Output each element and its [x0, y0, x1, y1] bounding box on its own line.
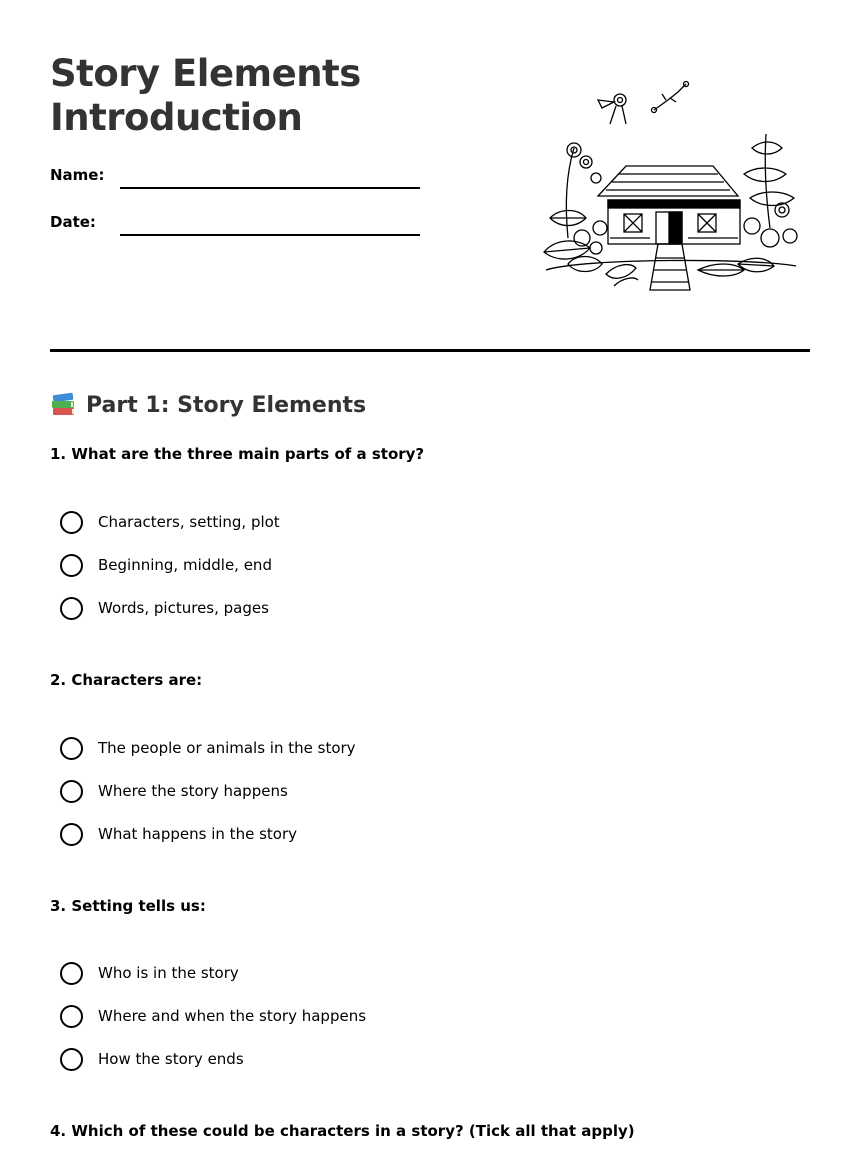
- radio-button[interactable]: [60, 1005, 83, 1028]
- option-label: The people or animals in the story: [98, 739, 356, 757]
- question-2: 2. Characters are:: [50, 671, 203, 689]
- option-label: Who is in the story: [98, 964, 239, 982]
- q2-option-a[interactable]: [60, 735, 356, 761]
- name-label: Name:: [50, 166, 105, 184]
- option-label: Where the story happens: [98, 782, 288, 800]
- title-line-1: Story Elements: [50, 52, 361, 95]
- option-label: How the story ends: [98, 1050, 244, 1068]
- option-label: What happens in the story: [98, 825, 297, 843]
- radio-button[interactable]: [60, 511, 83, 534]
- q3-option-a[interactable]: [60, 960, 239, 986]
- radio-button[interactable]: [60, 1048, 83, 1071]
- radio-button[interactable]: [60, 554, 83, 577]
- q3-option-b[interactable]: [60, 1003, 366, 1029]
- butterfly-icon: [598, 94, 626, 124]
- question-3: 3. Setting tells us:: [50, 897, 206, 915]
- q1-option-c[interactable]: [60, 595, 269, 621]
- q2-option-b[interactable]: [60, 778, 288, 804]
- option-label: Characters, setting, plot: [98, 513, 280, 531]
- section-heading: [50, 390, 366, 420]
- q2-option-c[interactable]: [60, 821, 297, 847]
- date-write-line[interactable]: [120, 234, 420, 236]
- option-label: Where and when the story happens: [98, 1007, 367, 1025]
- q3-option-c[interactable]: [60, 1046, 244, 1072]
- q1-option-a[interactable]: [60, 509, 280, 535]
- radio-button[interactable]: [60, 823, 83, 846]
- radio-button[interactable]: [60, 737, 83, 760]
- name-write-line[interactable]: [120, 187, 420, 189]
- page-title: [50, 52, 490, 140]
- q1-option-b[interactable]: [60, 552, 272, 578]
- house-illustration: [538, 78, 804, 296]
- title-line-2: Introduction: [50, 96, 303, 139]
- radio-button[interactable]: [60, 597, 83, 620]
- section-title: Part 1: Story Elements: [86, 392, 367, 418]
- radio-button[interactable]: [60, 962, 83, 985]
- option-label: Words, pictures, pages: [98, 599, 269, 617]
- radio-button[interactable]: [60, 780, 83, 803]
- dragonfly-icon: [652, 82, 689, 113]
- question-4: 4. Which of these could be characters in a story? (Tick all that apply): [50, 1122, 635, 1140]
- question-1: 1. What are the three main parts of a story?: [50, 445, 425, 463]
- date-field[interactable]: [50, 213, 430, 243]
- books-icon: [50, 392, 78, 418]
- option-label: Beginning, middle, end: [98, 556, 272, 574]
- date-label: Date:: [50, 213, 96, 231]
- house-icon: [598, 166, 740, 290]
- section-divider: [50, 349, 810, 352]
- name-field[interactable]: [50, 166, 430, 196]
